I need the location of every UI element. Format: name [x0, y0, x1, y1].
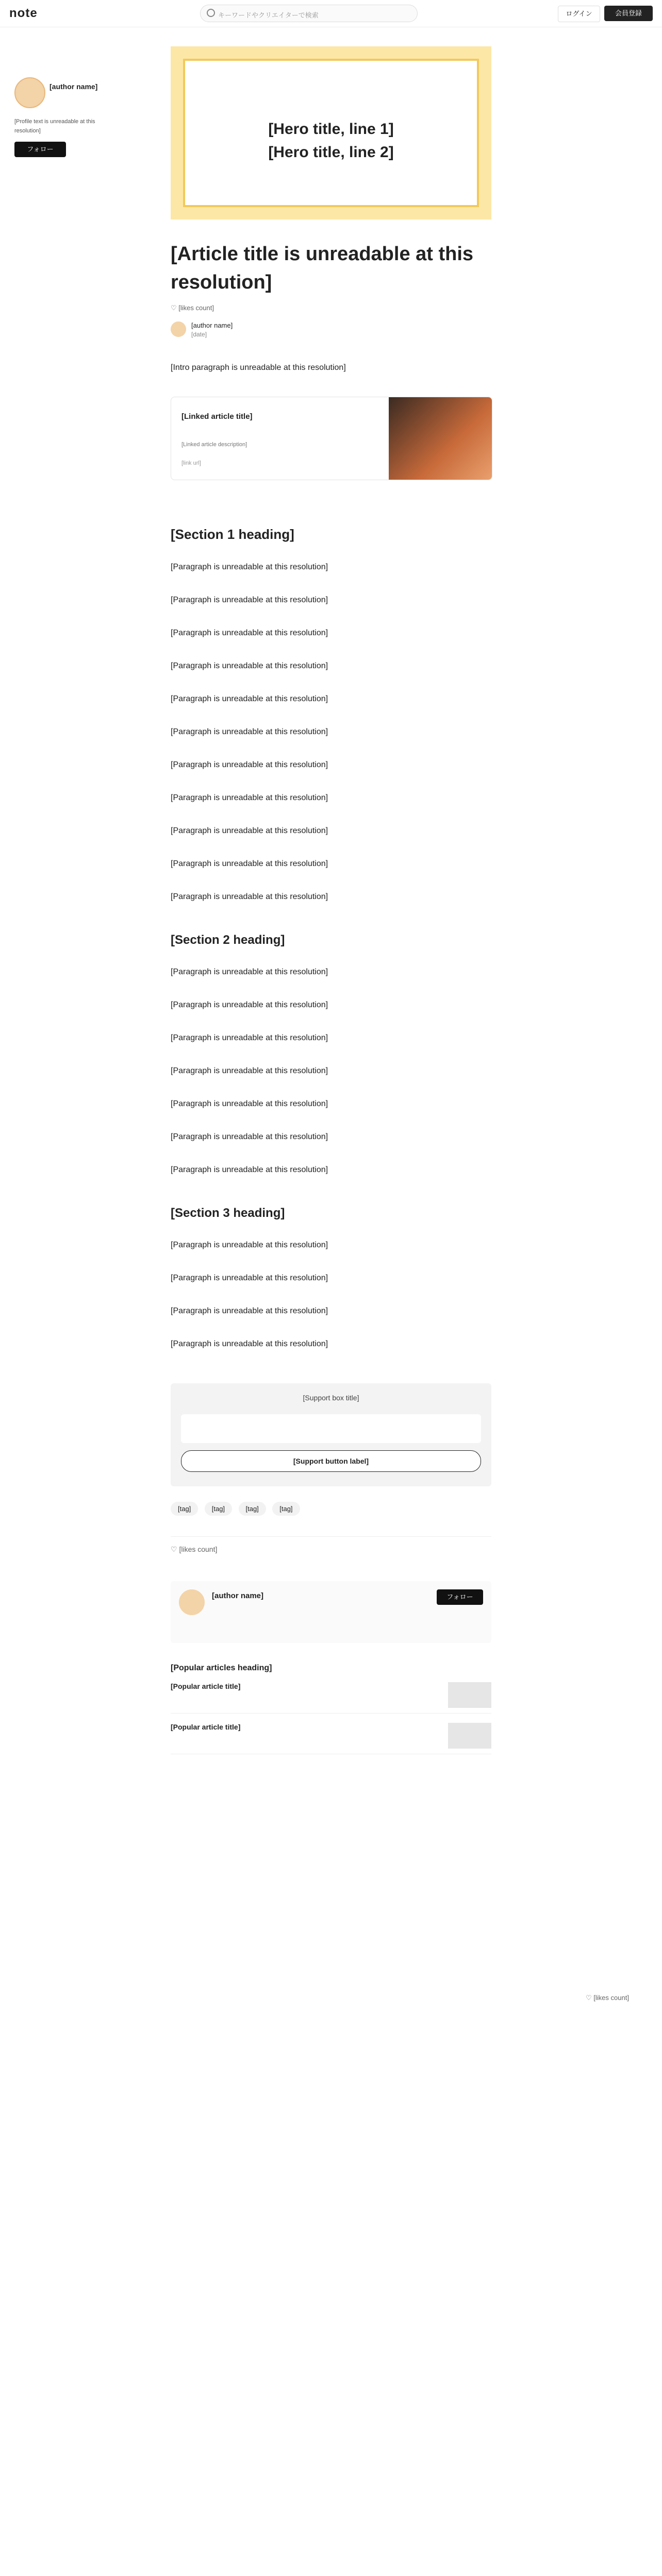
hero-image	[171, 46, 491, 219]
author-avatar[interactable]	[179, 1589, 205, 1615]
like-count[interactable]	[171, 304, 491, 312]
section-heading: [Section 2 heading]	[171, 933, 285, 947]
hero-frame	[183, 59, 479, 207]
body-paragraph: [Paragraph is unreadable at this resolution]	[171, 1033, 328, 1043]
section-heading: [Section 1 heading]	[171, 527, 294, 543]
intro-paragraph: [Intro paragraph is unreadable at this resolution]	[171, 363, 346, 372]
body-paragraph: [Paragraph is unreadable at this resolution]	[171, 968, 328, 977]
popular-item[interactable]	[171, 1682, 491, 1714]
popular-item-thumb	[448, 1682, 491, 1708]
signup-button[interactable]: 会員登録	[604, 6, 653, 21]
tag[interactable]: [tag]	[272, 1502, 300, 1516]
author-name[interactable]: [author name]	[212, 1591, 264, 1601]
body-paragraph: [Paragraph is unreadable at this resolution]	[171, 1274, 328, 1283]
body-paragraph: [Paragraph is unreadable at this resolution]	[171, 826, 328, 836]
hero-title-line: [Hero title, line 2]	[268, 144, 394, 161]
popular-item-title: [Popular article title]	[171, 1723, 241, 1732]
support-title: [Support box title]	[303, 1394, 359, 1402]
support-message	[181, 1414, 481, 1443]
tag[interactable]: [tag]	[171, 1502, 198, 1516]
popular-item-title: [Popular article title]	[171, 1682, 241, 1691]
author-name[interactable]: [author name]	[49, 82, 98, 91]
search-placeholder: キーワードやクリエイターで検索	[218, 11, 319, 19]
tag-list	[171, 1502, 491, 1516]
body-paragraph: [Paragraph is unreadable at this resolution]	[171, 1132, 328, 1142]
support-box	[171, 1383, 491, 1486]
author-avatar[interactable]	[14, 77, 45, 108]
author-meta	[171, 321, 491, 342]
action-bar	[171, 1536, 491, 1566]
heart-icon[interactable]: ♡	[171, 1545, 177, 1554]
link-card-desc: [Linked article description]	[181, 442, 247, 448]
link-card-url: [link url]	[181, 460, 201, 467]
body-paragraph: [Paragraph is unreadable at this resolution]	[171, 760, 328, 770]
article-body	[171, 527, 491, 1352]
body-paragraph: [Paragraph is unreadable at this resolution]	[171, 1099, 328, 1109]
body-paragraph: [Paragraph is unreadable at this resolution]	[171, 859, 328, 869]
search-icon	[207, 9, 215, 17]
popular-item-thumb	[448, 1723, 491, 1749]
body-paragraph: [Paragraph is unreadable at this resolution]	[171, 563, 328, 572]
note-logo[interactable]: note	[9, 6, 38, 20]
tag[interactable]: [tag]	[205, 1502, 232, 1516]
author-box	[171, 1581, 491, 1643]
body-paragraph: [Paragraph is unreadable at this resolution]	[171, 662, 328, 671]
follow-button[interactable]: フォロー	[437, 1589, 483, 1605]
section-heading: [Section 3 heading]	[171, 1206, 285, 1221]
body-paragraph: [Paragraph is unreadable at this resolution]	[171, 1307, 328, 1316]
article-title: [Article title is unreadable at this resolution]	[171, 243, 474, 294]
author-name-small[interactable]: [author name]	[191, 321, 233, 330]
popular-item[interactable]	[171, 1723, 491, 1754]
body-paragraph: [Paragraph is unreadable at this resolution]	[171, 1241, 328, 1250]
body-paragraph: [Paragraph is unreadable at this resolution]	[171, 793, 328, 803]
publish-date: [date]	[191, 331, 207, 338]
like-count-value: [likes count]	[593, 1994, 629, 2002]
body-paragraph: [Paragraph is unreadable at this resolution]	[171, 892, 328, 902]
popular-heading: [Popular articles heading]	[171, 1664, 272, 1673]
body-paragraph: [Paragraph is unreadable at this resolution]	[171, 727, 328, 737]
like-count-value: [likes count]	[178, 304, 214, 312]
body-paragraph: [Paragraph is unreadable at this resolution]	[171, 1066, 328, 1076]
body-paragraph: [Paragraph is unreadable at this resolution]	[171, 1340, 328, 1349]
link-card[interactable]	[171, 397, 492, 480]
author-bio: [Profile text is unreadable at this resolution]	[14, 118, 95, 134]
body-paragraph: [Paragraph is unreadable at this resolution]	[171, 1001, 328, 1010]
body-paragraph: [Paragraph is unreadable at this resolution]	[171, 629, 328, 638]
heart-icon: ♡	[171, 304, 177, 312]
sidebar-author	[14, 77, 123, 157]
body-paragraph: [Paragraph is unreadable at this resolution]	[171, 1165, 328, 1175]
floating-like[interactable]	[586, 1994, 629, 2002]
link-card-title: [Linked article title]	[181, 412, 253, 421]
article	[171, 46, 491, 1754]
link-card-image	[389, 397, 492, 480]
top-bar	[0, 0, 662, 27]
hero-title-line: [Hero title, line 1]	[268, 121, 394, 138]
heart-icon: ♡	[586, 1994, 592, 2002]
like-count-value: [likes count]	[179, 1545, 218, 1554]
body-paragraph: [Paragraph is unreadable at this resolution]	[171, 694, 328, 704]
hero-title	[185, 117, 477, 164]
tag[interactable]: [tag]	[239, 1502, 266, 1516]
author-avatar-small[interactable]	[171, 321, 186, 337]
login-button[interactable]: ログイン	[558, 6, 600, 22]
search-box[interactable]	[200, 5, 418, 22]
follow-button[interactable]: フォロー	[14, 142, 66, 157]
support-button[interactable]: [Support button label]	[181, 1450, 481, 1472]
body-paragraph: [Paragraph is unreadable at this resolution]	[171, 596, 328, 605]
